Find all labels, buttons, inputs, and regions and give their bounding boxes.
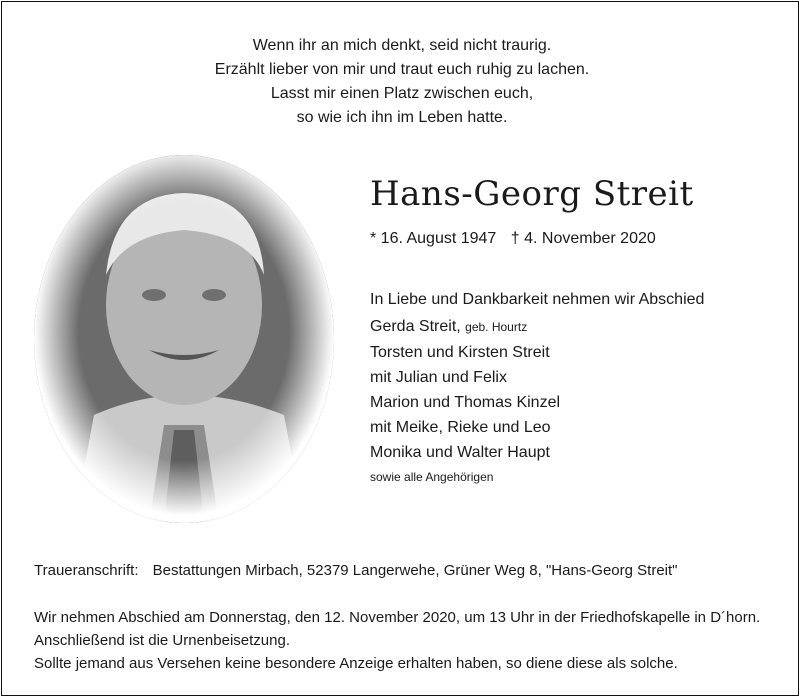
poem-line: so wie ich ihn im Leben hatte. (296, 109, 508, 126)
poem-line: Lasst mir einen Platz zwischen euch, (270, 85, 534, 102)
birth-date: * 16. August 1947 (370, 230, 497, 247)
deceased-name: Hans-Georg Streit (370, 174, 694, 214)
obituary-notice (1, 1, 799, 696)
poem-line: Wenn ihr an mich denkt, seid nicht traurig. (252, 37, 552, 54)
mourners-list (370, 287, 704, 490)
life-dates (370, 230, 666, 248)
portrait-photo (34, 155, 334, 523)
closing-line: Sollte jemand aus Versehen keine besondere Anzeige erhalten haben, so diene diese als solche. (34, 655, 678, 672)
poem-line: Erzählt lieber von mir und traut euch ruhig zu lachen. (214, 61, 590, 78)
mourner-line: Torsten und Kirsten Streit (370, 344, 550, 361)
closing-line: Anschließend ist die Urnenbeisetzung. (34, 632, 290, 649)
poem (2, 34, 800, 130)
mourner-line: Monika und Walter Haupt (370, 444, 550, 461)
maiden-name: geb. Hourtz (465, 320, 528, 334)
mourner-line: mit Meike, Rieke und Leo (370, 419, 551, 436)
mourners-intro: In Liebe und Dankbarkeit nehmen wir Abschied (370, 291, 705, 308)
closing-text (34, 606, 760, 675)
mourner-line: mit Julian und Felix (370, 369, 507, 386)
mourner-name: Gerda Streit, (370, 318, 461, 335)
address-value: Bestattungen Mirbach, 52379 Langerwehe, Grüner Weg 8, "Hans-Georg Streit" (152, 562, 678, 579)
death-date: † 4. November 2020 (510, 230, 656, 247)
closing-line: Wir nehmen Abschied am Donnerstag, den 12. November 2020, um 13 Uhr in der Friedhofskapelle in D´horn. (34, 609, 761, 626)
mourning-address (34, 562, 678, 579)
mourners-footer: sowie alle Angehörigen (370, 470, 494, 484)
mourner-line: Marion und Thomas Kinzel (370, 394, 561, 411)
address-label: Traueranschrift: (34, 562, 139, 579)
mourner-line (370, 314, 704, 340)
